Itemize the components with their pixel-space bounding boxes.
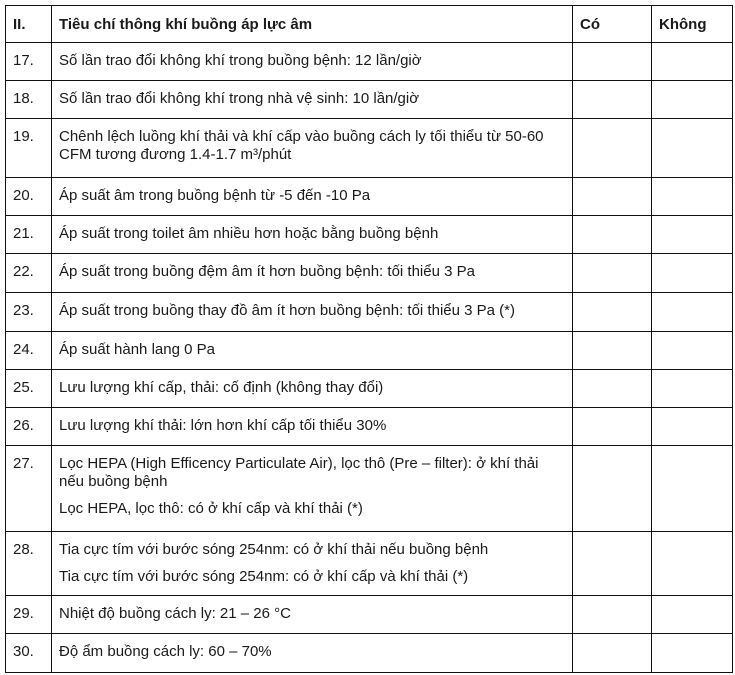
checkbox-cell-no[interactable] <box>652 81 733 119</box>
checkbox-cell-yes[interactable] <box>573 178 652 216</box>
criterion-number: 30. <box>6 634 52 673</box>
criterion-description <box>52 332 573 370</box>
criterion-text-line: Áp suất hành lang 0 Pa <box>59 341 215 358</box>
checkbox-cell-no[interactable] <box>652 370 733 408</box>
criterion-description <box>52 293 573 332</box>
criterion-text-line: Số lần trao đổi không khí trong buồng bệnh: 12 lần/giờ <box>59 52 422 69</box>
checkbox-cell-yes[interactable] <box>573 81 652 119</box>
checkbox-cell-no[interactable] <box>652 178 733 216</box>
criterion-number: 24. <box>6 332 52 370</box>
criterion-text-line: Lọc HEPA, lọc thô: có ở khí cấp và khí thải (*) <box>59 500 363 517</box>
criterion-description <box>52 43 573 81</box>
checkbox-cell-yes[interactable] <box>573 332 652 370</box>
criterion-description <box>52 119 573 178</box>
table-row <box>6 446 733 532</box>
table-row <box>6 532 733 596</box>
criterion-description <box>52 178 573 216</box>
table-row <box>6 81 733 119</box>
criterion-number: 25. <box>6 370 52 408</box>
column-header-no: Không <box>652 6 733 43</box>
table-row <box>6 216 733 254</box>
table-row <box>6 634 733 673</box>
criterion-number: 17. <box>6 43 52 81</box>
criterion-description <box>52 216 573 254</box>
table-row <box>6 178 733 216</box>
criterion-text-line: Áp suất trong buồng thay đồ âm ít hơn buồng bệnh: tối thiểu 3 Pa (*) <box>59 302 515 319</box>
table-header-row <box>6 6 733 43</box>
criterion-description <box>52 254 573 293</box>
checkbox-cell-no[interactable] <box>652 446 733 532</box>
checkbox-cell-no[interactable] <box>652 119 733 178</box>
criteria-rows <box>6 43 733 673</box>
criterion-text-line: Độ ẩm buồng cách ly: 60 – 70% <box>59 643 272 660</box>
table-row <box>6 293 733 332</box>
table-row <box>6 332 733 370</box>
criterion-text-line: Lọc HEPA (High Efficency Particulate Air), lọc thô (Pre – filter): ở khí thải nếu buồng bệnh <box>59 455 539 490</box>
criterion-text-line: Áp suất âm trong buồng bệnh từ -5 đến -10 Pa <box>59 187 371 204</box>
criterion-description <box>52 596 573 634</box>
section-number: II. <box>6 6 52 43</box>
criterion-text-line: Chênh lệch luồng khí thải và khí cấp vào buồng cách ly tối thiểu từ 50-60 CFM tương đương 1.4-1.7 m³/phút <box>59 128 544 163</box>
criterion-text-line: Số lần trao đổi không khí trong nhà vệ sinh: 10 lần/giờ <box>59 90 420 107</box>
checkbox-cell-yes[interactable] <box>573 370 652 408</box>
criterion-text-line: Nhiệt độ buồng cách ly: 21 – 26 °C <box>59 605 291 622</box>
table-row <box>6 254 733 293</box>
checkbox-cell-no[interactable] <box>652 254 733 293</box>
table-row <box>6 43 733 81</box>
criterion-number: 18. <box>6 81 52 119</box>
criterion-description <box>52 446 573 532</box>
checkbox-cell-no[interactable] <box>652 596 733 634</box>
criterion-text-line: Áp suất trong toilet âm nhiều hơn hoặc bằng buồng bệnh <box>59 225 439 242</box>
criterion-number: 27. <box>6 446 52 532</box>
criterion-description <box>52 408 573 446</box>
criterion-text-line: Tia cực tím với bước sóng 254nm: có ở khí cấp và khí thải (*) <box>59 568 469 585</box>
criterion-description <box>52 634 573 673</box>
criterion-number: 26. <box>6 408 52 446</box>
table-row <box>6 370 733 408</box>
checkbox-cell-yes[interactable] <box>573 446 652 532</box>
checkbox-cell-yes[interactable] <box>573 254 652 293</box>
checkbox-cell-no[interactable] <box>652 532 733 596</box>
checkbox-cell-yes[interactable] <box>573 119 652 178</box>
checkbox-cell-yes[interactable] <box>573 216 652 254</box>
criterion-text-line: Lưu lượng khí cấp, thải: cố định (không thay đổi) <box>59 379 384 396</box>
checkbox-cell-no[interactable] <box>652 408 733 446</box>
criterion-description <box>52 370 573 408</box>
section-title: Tiêu chí thông khí buồng áp lực âm <box>52 6 573 43</box>
criterion-number: 28. <box>6 532 52 596</box>
checkbox-cell-yes[interactable] <box>573 532 652 596</box>
checkbox-cell-no[interactable] <box>652 634 733 673</box>
criterion-number: 19. <box>6 119 52 178</box>
criterion-number: 20. <box>6 178 52 216</box>
criterion-description <box>52 81 573 119</box>
checkbox-cell-no[interactable] <box>652 293 733 332</box>
table-row <box>6 596 733 634</box>
checkbox-cell-yes[interactable] <box>573 596 652 634</box>
checkbox-cell-no[interactable] <box>652 43 733 81</box>
table-row <box>6 119 733 178</box>
criterion-text-line: Tia cực tím với bước sóng 254nm: có ở khí thải nếu buồng bệnh <box>59 541 489 558</box>
criterion-number: 22. <box>6 254 52 293</box>
column-header-yes: Có <box>573 6 652 43</box>
ventilation-criteria-table <box>5 5 733 673</box>
criterion-text-line: Áp suất trong buồng đệm âm ít hơn buồng bệnh: tối thiểu 3 Pa <box>59 263 475 280</box>
checkbox-cell-yes[interactable] <box>573 408 652 446</box>
criterion-number: 23. <box>6 293 52 332</box>
checkbox-cell-yes[interactable] <box>573 43 652 81</box>
checkbox-cell-yes[interactable] <box>573 634 652 673</box>
checkbox-cell-no[interactable] <box>652 216 733 254</box>
criterion-description <box>52 532 573 596</box>
criterion-number: 29. <box>6 596 52 634</box>
criterion-text-line: Lưu lượng khí thải: lớn hơn khí cấp tối thiểu 30% <box>59 417 387 434</box>
criterion-number: 21. <box>6 216 52 254</box>
checkbox-cell-no[interactable] <box>652 332 733 370</box>
checkbox-cell-yes[interactable] <box>573 293 652 332</box>
table-row <box>6 408 733 446</box>
